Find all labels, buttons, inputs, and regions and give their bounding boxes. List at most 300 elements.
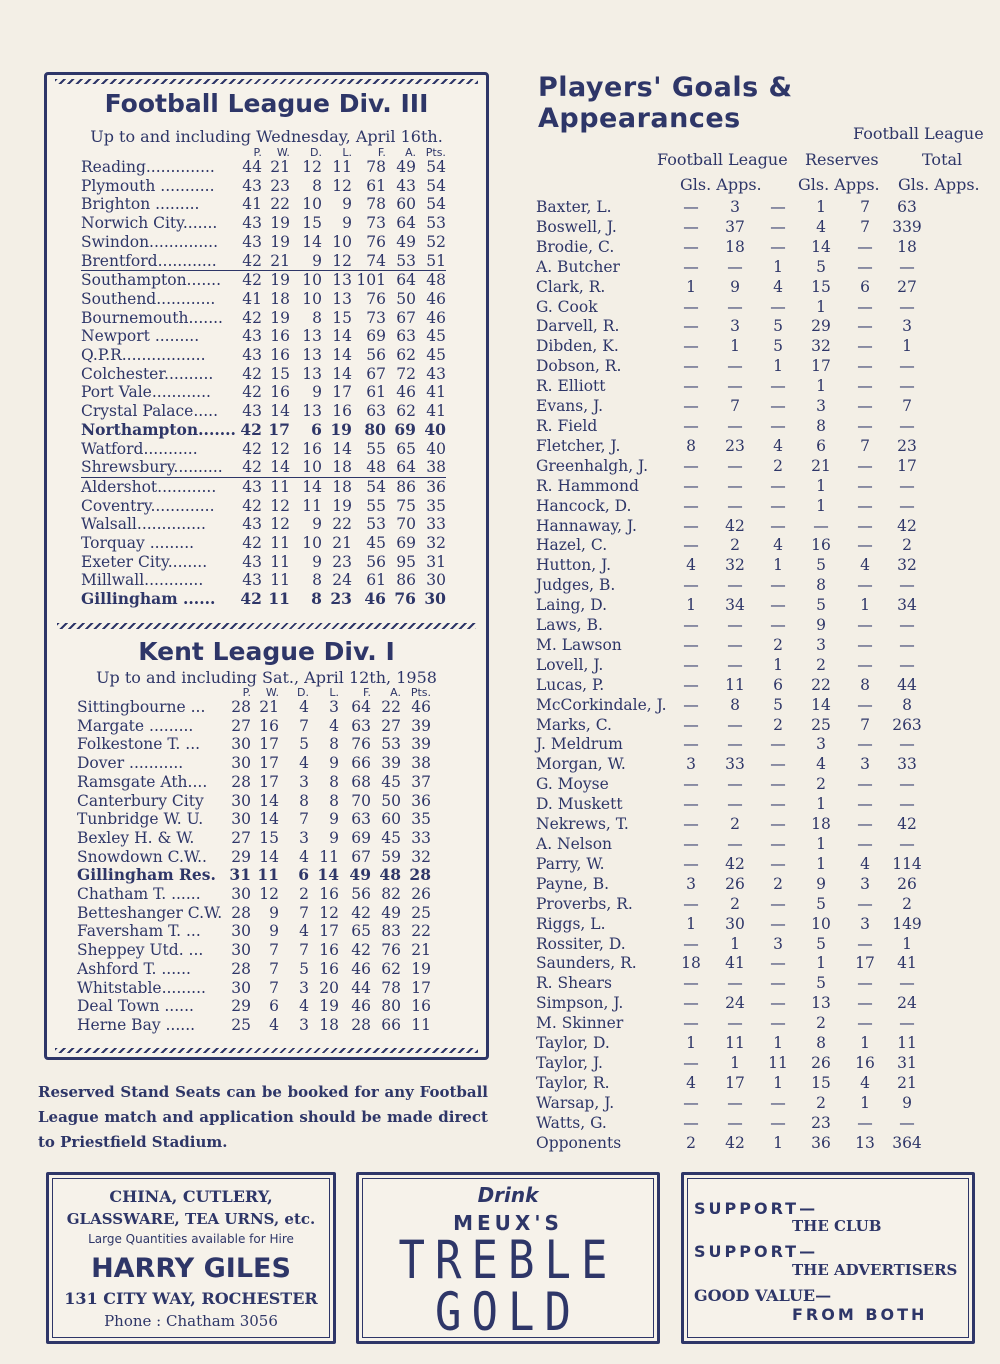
stat-cell: 95 (396, 552, 416, 571)
stat-cell: 42 (236, 271, 262, 290)
stat-cell: 11 (257, 865, 279, 885)
stat-cell: 14 (290, 477, 322, 496)
table-row (81, 365, 446, 384)
stat-cell: 63 (897, 198, 917, 216)
stat-cell: — (899, 576, 915, 595)
table-row (77, 885, 431, 904)
stat-cell: — (683, 854, 699, 873)
table-row (77, 829, 431, 848)
league-tables-box (44, 72, 489, 1060)
stat-cell: 1 (816, 496, 826, 515)
stat-cell: 8 (686, 436, 696, 455)
player-name: Payne, B. (536, 874, 610, 893)
stat-cell: 12 (270, 439, 290, 458)
team-name: Newport ......... (81, 327, 200, 346)
stat-cell: — (857, 416, 873, 435)
stat-cell: — (683, 496, 699, 515)
stat-cell: 1 (773, 1133, 783, 1152)
stat-cell: 9 (312, 383, 322, 402)
stat-cell: 41 (426, 402, 446, 421)
ad-support-line2: THE CLUB (792, 1217, 882, 1235)
stat-cell: 30 (231, 885, 251, 904)
stat-cell: 43 (242, 232, 262, 251)
stat-cell: — (683, 317, 699, 336)
team-name: Chatham T. ...... (77, 885, 201, 904)
stat-cell: 2 (816, 655, 826, 674)
stat-cell: 7 (860, 217, 870, 236)
player-name: Nekrews, T. (536, 815, 629, 834)
stat-cell: 16 (332, 402, 352, 421)
stat-cell: 1 (816, 198, 826, 216)
stat-cell: 4 (299, 847, 309, 866)
stat-cell: 61 (366, 383, 386, 402)
stat-cell: 69 (366, 327, 386, 346)
stat-cell: 7 (730, 397, 740, 416)
stat-cell: 14 (259, 847, 279, 866)
team-name: Torquay ......... (81, 534, 195, 553)
stat-cell: 12 (319, 903, 339, 922)
table-row (77, 754, 431, 773)
stat-cell: 64 (351, 698, 371, 716)
stat-cell: 18 (332, 458, 352, 477)
player-name: Marks, C. (536, 715, 612, 734)
stat-cell: 9 (329, 828, 339, 847)
table-row (536, 437, 927, 457)
player-name: R. Hammond (536, 476, 639, 495)
stat-cell: 27 (231, 828, 251, 847)
column-header: P. (242, 686, 251, 699)
stat-cell: 19 (411, 959, 431, 978)
stat-cell: 42 (242, 534, 262, 553)
column-header: A. (390, 686, 401, 699)
stat-cell: 27 (231, 716, 251, 735)
stat-cell: 29 (811, 317, 831, 336)
stat-cell: 15 (811, 277, 831, 296)
team-name: Sheppey Utd. ... (77, 941, 204, 960)
stat-cell: 12 (302, 158, 322, 176)
table-row (536, 954, 927, 974)
stat-cell: 21 (332, 534, 352, 553)
stat-cell: — (727, 735, 743, 754)
stat-cell: 42 (351, 903, 371, 922)
stat-cell: 10 (290, 271, 322, 290)
stat-cell: 69 (394, 419, 416, 439)
stat-cell: 3 (730, 317, 740, 336)
table-row (536, 1014, 927, 1034)
stat-cell: 52 (426, 232, 446, 251)
stat-cell: 43 (426, 364, 446, 383)
stat-cell: — (683, 198, 699, 216)
table-row (77, 997, 431, 1016)
stat-cell: 3 (299, 828, 309, 847)
ad-support-line4: THE ADVERTISERS (792, 1261, 958, 1279)
stat-cell: 22 (270, 195, 290, 214)
team-name: Canterbury City (77, 791, 204, 810)
stat-cell: 13 (811, 994, 831, 1013)
stat-cell: 1 (902, 337, 912, 356)
stat-cell: — (770, 954, 786, 973)
stat-cell: 63 (351, 716, 371, 735)
stat-cell: 46 (364, 589, 386, 609)
stat-cell: 63 (351, 810, 371, 829)
stat-cell: 14 (332, 364, 352, 383)
stat-cell: 2 (816, 1093, 826, 1112)
table-row (536, 755, 927, 775)
stat-cell: — (770, 237, 786, 256)
stat-cell: 14 (270, 458, 290, 477)
stat-cell: 30 (231, 810, 251, 829)
stat-cell: 18 (322, 477, 352, 496)
stat-cell: — (683, 536, 699, 555)
player-name: G. Cook (536, 297, 598, 316)
stat-cell: — (899, 655, 915, 674)
stat-cell: 17 (855, 954, 875, 973)
stat-cell: 64 (396, 458, 416, 477)
stat-cell: 3 (860, 914, 870, 933)
stat-cell: 41 (242, 289, 262, 308)
team-name: Reading.............. (81, 158, 215, 176)
stat-cell: 9 (329, 754, 339, 773)
stat-cell: 9 (342, 214, 352, 233)
team-name: Southampton....... (81, 271, 236, 290)
stat-cell: 15 (270, 364, 290, 383)
stat-cell: 37 (725, 217, 745, 236)
div3-title: Football League Div. III (104, 89, 429, 118)
table-row (536, 994, 927, 1014)
stat-cell: — (899, 775, 915, 794)
stat-cell: 8 (902, 695, 912, 714)
stat-cell: — (857, 1113, 873, 1132)
stat-cell: 364 (892, 1133, 922, 1152)
table-row (81, 290, 446, 309)
stat-cell: — (770, 1014, 786, 1033)
stat-cell: — (857, 456, 873, 475)
stat-cell: 66 (351, 754, 371, 773)
stat-cell: 5 (773, 337, 783, 356)
stat-cell: 62 (396, 346, 416, 365)
stat-cell: 37 (411, 772, 431, 791)
stat-cell: 23 (332, 552, 352, 571)
table-row (77, 848, 431, 867)
stat-cell: 1 (686, 914, 696, 933)
table-row (77, 922, 431, 941)
stat-cell: 33 (426, 515, 446, 534)
stat-cell: 41 (242, 195, 262, 214)
stat-cell: 53 (396, 251, 416, 270)
stat-cell: — (770, 994, 786, 1013)
stat-cell: 6 (816, 436, 826, 455)
stat-cell: — (857, 576, 873, 595)
stat-cell: 80 (364, 419, 386, 439)
stat-cell: — (899, 416, 915, 435)
team-name: Exeter City........ (81, 552, 208, 571)
stat-cell: 42 (242, 458, 262, 477)
table-row (536, 1114, 927, 1134)
stat-cell: 86 (386, 477, 416, 496)
stat-cell: 18 (270, 289, 290, 308)
stat-cell: 149 (892, 914, 922, 933)
stat-cell: — (727, 655, 743, 674)
stat-cell: — (683, 217, 699, 236)
div3-subtitle: Up to and including Wednesday, April 16th. (90, 127, 443, 146)
stat-cell: 18 (811, 815, 831, 834)
stat-cell: 10 (302, 534, 322, 553)
stat-cell: 11 (262, 477, 290, 496)
stat-cell: — (770, 516, 786, 535)
player-name: Boswell, J. (536, 217, 617, 236)
stat-cell: 19 (270, 308, 290, 327)
table-row (536, 815, 927, 835)
stat-cell: 9 (816, 874, 826, 893)
player-name: Proverbs, R. (536, 894, 633, 913)
stat-cell: 53 (426, 214, 446, 233)
stat-cell: 11 (270, 571, 290, 590)
stat-cell: 16 (259, 716, 279, 735)
stat-cell: 21 (259, 698, 279, 716)
player-name: Brodie, C. (536, 237, 615, 256)
stat-cell: 42 (725, 854, 745, 873)
stat-cell: 16 (270, 346, 290, 365)
ad-support-line1: SUPPORT— (694, 1199, 819, 1218)
stat-cell: — (813, 516, 829, 535)
stat-cell: — (857, 317, 873, 336)
stat-cell: 54 (352, 477, 386, 496)
stat-cell: 16 (855, 1053, 875, 1072)
stat-cell: 86 (396, 571, 416, 590)
stat-cell: 16 (411, 997, 431, 1016)
team-name: Folkestone T. ... (77, 735, 201, 754)
stat-cell: 8 (860, 675, 870, 694)
player-name: Dobson, R. (536, 357, 622, 376)
stat-cell: 53 (366, 515, 386, 534)
stat-cell: 10 (811, 914, 831, 933)
stat-cell: — (683, 1093, 699, 1112)
table-row (536, 935, 927, 955)
stat-cell: 70 (351, 791, 371, 810)
column-header: L. (329, 686, 339, 699)
stat-cell: 13 (302, 346, 322, 365)
stat-cell: 10 (302, 195, 322, 214)
table-row (536, 875, 927, 895)
stat-cell: — (770, 198, 786, 216)
stat-cell: 32 (897, 556, 917, 575)
stat-cell: 26 (811, 1053, 831, 1072)
ad-support (681, 1172, 975, 1344)
player-name: Hutton, J. (536, 556, 612, 575)
stat-cell: 50 (396, 289, 416, 308)
table-row (536, 1074, 927, 1094)
stat-cell: 1 (730, 1053, 740, 1072)
stat-cell: 16 (811, 536, 831, 555)
stat-cell: 72 (396, 364, 416, 383)
stat-cell: 7 (269, 959, 279, 978)
table-row (81, 534, 446, 553)
table-row (536, 238, 927, 258)
stat-cell: — (683, 357, 699, 376)
stat-cell: 15 (259, 828, 279, 847)
stat-cell: 5 (299, 735, 309, 754)
stat-cell: 43 (242, 214, 262, 233)
stat-cell: 8 (816, 576, 826, 595)
stat-cell: 17 (268, 419, 290, 439)
team-name: Crystal Palace..... (81, 402, 218, 421)
stat-cell: 46 (351, 959, 371, 978)
stat-cell: 10 (302, 289, 322, 308)
table-row (77, 792, 431, 811)
stat-cell: 46 (411, 698, 431, 716)
stat-cell: 9 (730, 277, 740, 296)
stat-cell: 8 (312, 308, 322, 327)
stat-cell: 43 (242, 327, 262, 346)
stat-cell: 1 (686, 1034, 696, 1053)
stat-cell: — (899, 735, 915, 754)
stat-cell: 11 (725, 675, 745, 694)
stat-cell: 14 (811, 237, 831, 256)
stat-cell: 8 (329, 735, 339, 754)
player-name: Simpson, J. (536, 994, 624, 1013)
ad-giles-line4: HARRY GILES (91, 1253, 291, 1284)
team-name: Northampton....... (81, 419, 236, 439)
stat-cell: 17 (259, 772, 279, 791)
stat-cell: 3 (860, 755, 870, 774)
stat-cell: 64 (396, 214, 416, 233)
stat-cell: 49 (396, 158, 416, 176)
stat-cell: 11 (725, 1034, 745, 1053)
stat-cell: 6 (311, 419, 322, 439)
stat-cell: 14 (302, 232, 322, 251)
team-name: Deal Town ...... (77, 997, 194, 1016)
stat-cell: — (857, 357, 873, 376)
player-name: Taylor, D. (536, 1034, 610, 1053)
stat-cell: 61 (366, 571, 386, 590)
column-header: D. (297, 686, 309, 699)
stat-cell: 14 (270, 402, 290, 421)
ad-giles-line1: CHINA, CUTLERY, (109, 1187, 273, 1206)
stat-cell: 1 (816, 476, 826, 495)
stat-cell: — (727, 496, 743, 515)
ad-meux-line1: Drink (477, 1183, 539, 1207)
team-name: Snowdown C.W.. (77, 847, 207, 866)
stat-cell: 339 (892, 217, 922, 236)
stat-cell: — (857, 795, 873, 814)
stat-cell: 50 (381, 791, 401, 810)
stat-cell: 30 (231, 754, 251, 773)
stat-cell: — (857, 516, 873, 535)
stat-cell: 45 (426, 346, 446, 365)
stat-cell: 73 (366, 214, 386, 233)
table-row (536, 656, 927, 676)
stat-cell: 30 (424, 589, 446, 609)
stat-cell: — (683, 994, 699, 1013)
player-name: G. Moyse (536, 775, 609, 794)
stat-cell: — (770, 476, 786, 495)
stat-cell: 4 (860, 556, 870, 575)
stat-cell: 2 (902, 536, 912, 555)
stat-cell: 21 (270, 158, 290, 176)
stat-cell: 18 (681, 954, 701, 973)
table-row (77, 960, 431, 979)
kent-table (77, 687, 431, 1035)
stat-cell: — (683, 835, 699, 853)
stat-cell: 11 (897, 1034, 917, 1053)
stat-cell: 9 (312, 251, 322, 270)
stat-cell: 3 (773, 934, 783, 953)
stat-cell: — (857, 735, 873, 754)
table-row (81, 214, 446, 233)
table-row (81, 327, 446, 346)
column-header: D. (309, 146, 322, 159)
table-row (81, 346, 446, 365)
stat-cell: 21 (411, 941, 431, 960)
stat-cell: 4 (269, 1015, 279, 1034)
stat-cell: 3 (299, 772, 309, 791)
stat-cell: — (683, 576, 699, 595)
stat-cell: 33 (411, 828, 431, 847)
column-header: A. (405, 146, 416, 159)
player-name: Rossiter, D. (536, 934, 626, 953)
stat-cell: 3 (902, 317, 912, 336)
team-name: Southend............ (81, 289, 216, 308)
stat-cell: 30 (231, 791, 251, 810)
stat-cell: 2 (773, 456, 783, 475)
stat-cell: 1 (902, 934, 912, 953)
table-row (536, 317, 927, 337)
table-row (81, 458, 446, 477)
stat-cell: 18 (319, 1015, 339, 1034)
stat-cell: — (727, 1014, 743, 1033)
player-name: R. Field (536, 416, 598, 435)
table-header (81, 147, 446, 158)
stat-cell: 15 (811, 1073, 831, 1092)
stat-cell: 3 (860, 874, 870, 893)
stat-cell: 9 (269, 922, 279, 941)
stat-cell: — (770, 1113, 786, 1132)
ad-harry-giles (46, 1172, 336, 1344)
stat-cell: 29 (231, 997, 251, 1016)
stat-cell: 28 (231, 959, 251, 978)
stat-cell: — (683, 377, 699, 396)
column-header: W. (265, 686, 279, 699)
head-total-top: Football League (853, 124, 984, 143)
stat-cell: 13 (855, 1133, 875, 1152)
table-row (536, 497, 927, 517)
stat-cell: 16 (319, 941, 339, 960)
stat-cell: 64 (386, 271, 416, 290)
ad-giles-line6: Phone : Chatham 3056 (104, 1312, 278, 1330)
stat-cell: — (857, 635, 873, 654)
stat-cell: — (770, 914, 786, 933)
table-row (536, 596, 927, 616)
head-total: Total (922, 150, 963, 169)
stat-cell: — (683, 974, 699, 993)
table-row (81, 233, 446, 252)
stat-cell: 43 (396, 176, 416, 195)
stat-cell: 9 (902, 1093, 912, 1112)
table-row (536, 1094, 927, 1114)
stat-cell: 26 (897, 874, 917, 893)
stat-cell: 11 (268, 589, 290, 609)
stat-cell: 5 (816, 596, 826, 615)
stat-cell: 67 (366, 364, 386, 383)
stat-cell: 9 (312, 515, 322, 534)
stat-cell: — (770, 974, 786, 993)
stat-cell: — (770, 1093, 786, 1112)
stat-cell: 3 (329, 698, 339, 716)
stat-cell: 49 (396, 232, 416, 251)
stat-cell: 30 (725, 914, 745, 933)
player-name: Laing, D. (536, 596, 608, 615)
player-name: Taylor, J. (536, 1053, 603, 1072)
